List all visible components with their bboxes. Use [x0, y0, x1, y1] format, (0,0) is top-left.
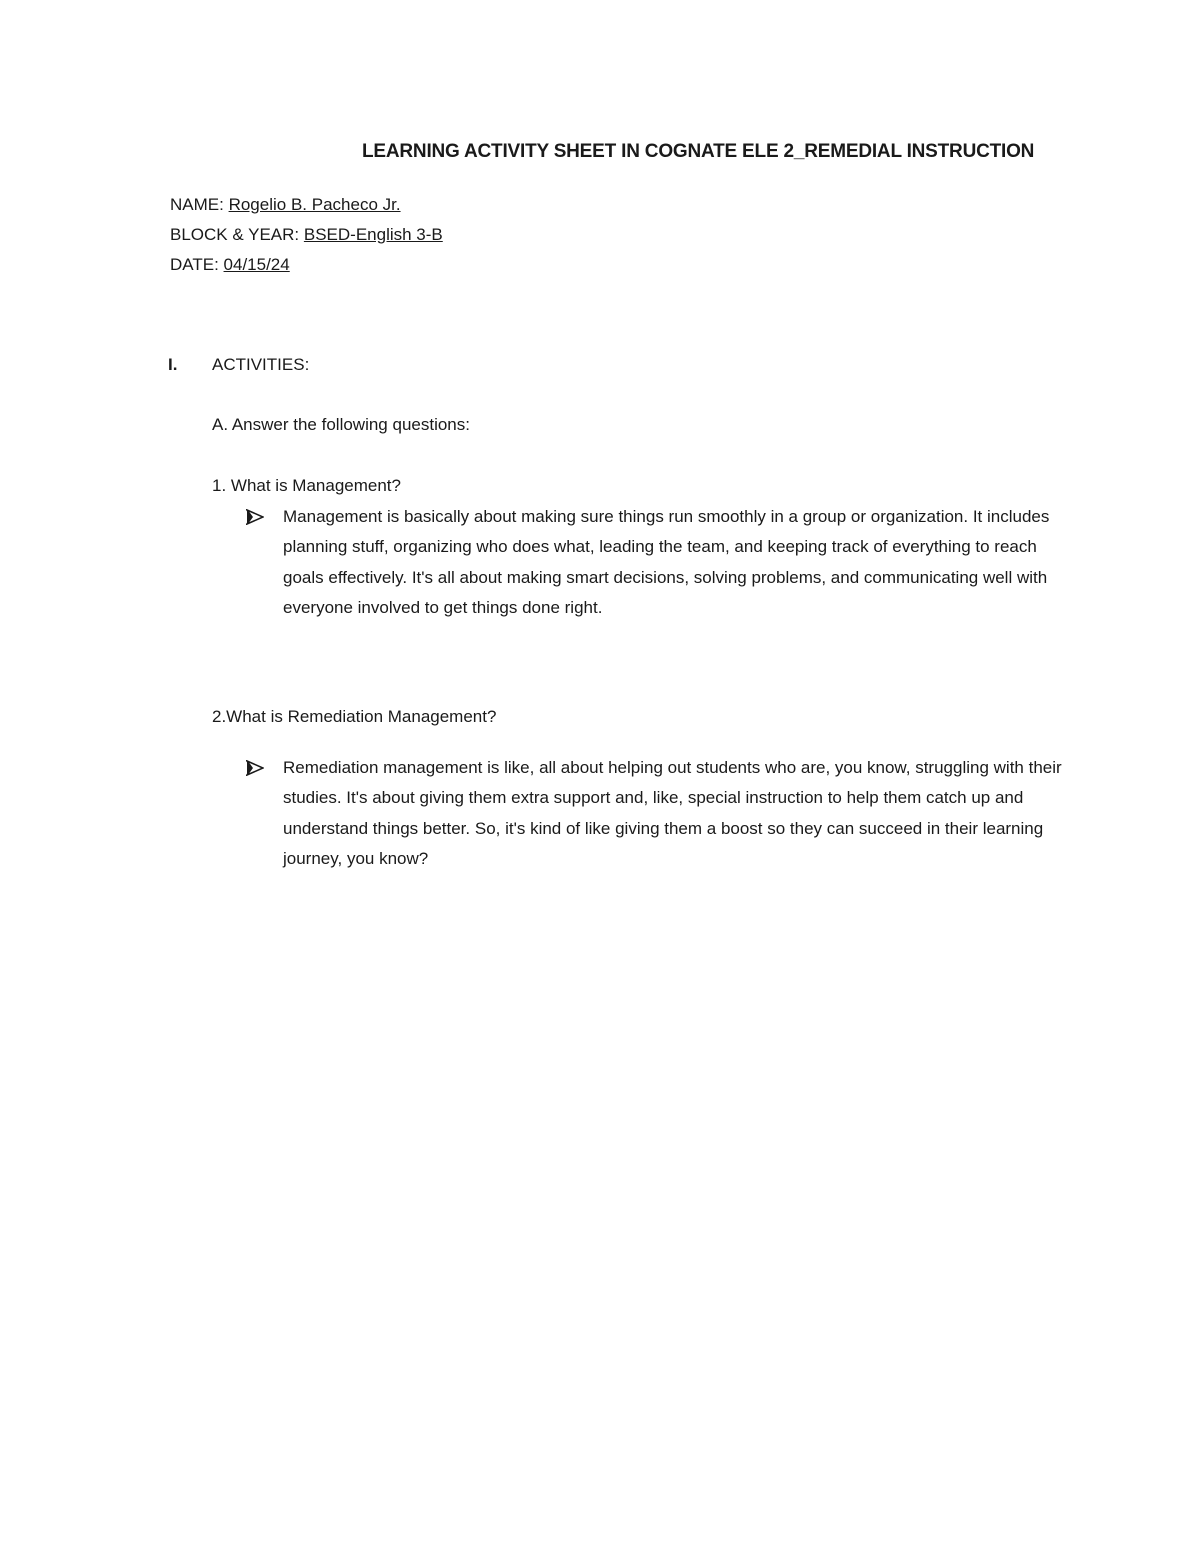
arrowhead-bullet-icon: [246, 760, 264, 780]
block-year-label: BLOCK & YEAR:: [170, 225, 300, 244]
question-1: 1. What is Management?: [212, 476, 401, 495]
name-label: NAME:: [170, 195, 224, 214]
question-2: 2.What is Remediation Management?: [212, 707, 497, 726]
name-value: Rogelio B. Pacheco Jr.: [228, 195, 401, 214]
block-year-value: BSED-English 3-B: [303, 225, 443, 244]
block-year-field: [170, 225, 443, 245]
answer-2: Remediation management is like, all about helping out students who are, you know, struggling with their studies. It's about giving them extra support and, like, special instruction to help them catch up and understand things better. So, it's kind of like giving them a boost so they can succeed in their learning journey, you know?: [283, 758, 1062, 868]
date-field: [170, 255, 290, 275]
section-label: ACTIVITIES:: [212, 355, 310, 374]
date-value: 04/15/24: [223, 255, 290, 274]
document-title: LEARNING ACTIVITY SHEET IN COGNATE ELE 2_REMEDIAL INSTRUCTION: [362, 141, 1035, 162]
name-field: [170, 195, 401, 215]
date-label: DATE:: [170, 255, 219, 274]
answer-1: Management is basically about making sure things run smoothly in a group or organization. It includes planning stuff, organizing who does what, leading the team, and keeping track of everything to reach goals effectively. It's all about making smart decisions, solving problems, and communicating well with everyone involved to get things done right.: [283, 507, 1050, 617]
section-number: I.: [168, 355, 178, 374]
arrowhead-bullet-icon: [246, 509, 264, 529]
instruction-text: A. Answer the following questions:: [212, 415, 470, 434]
